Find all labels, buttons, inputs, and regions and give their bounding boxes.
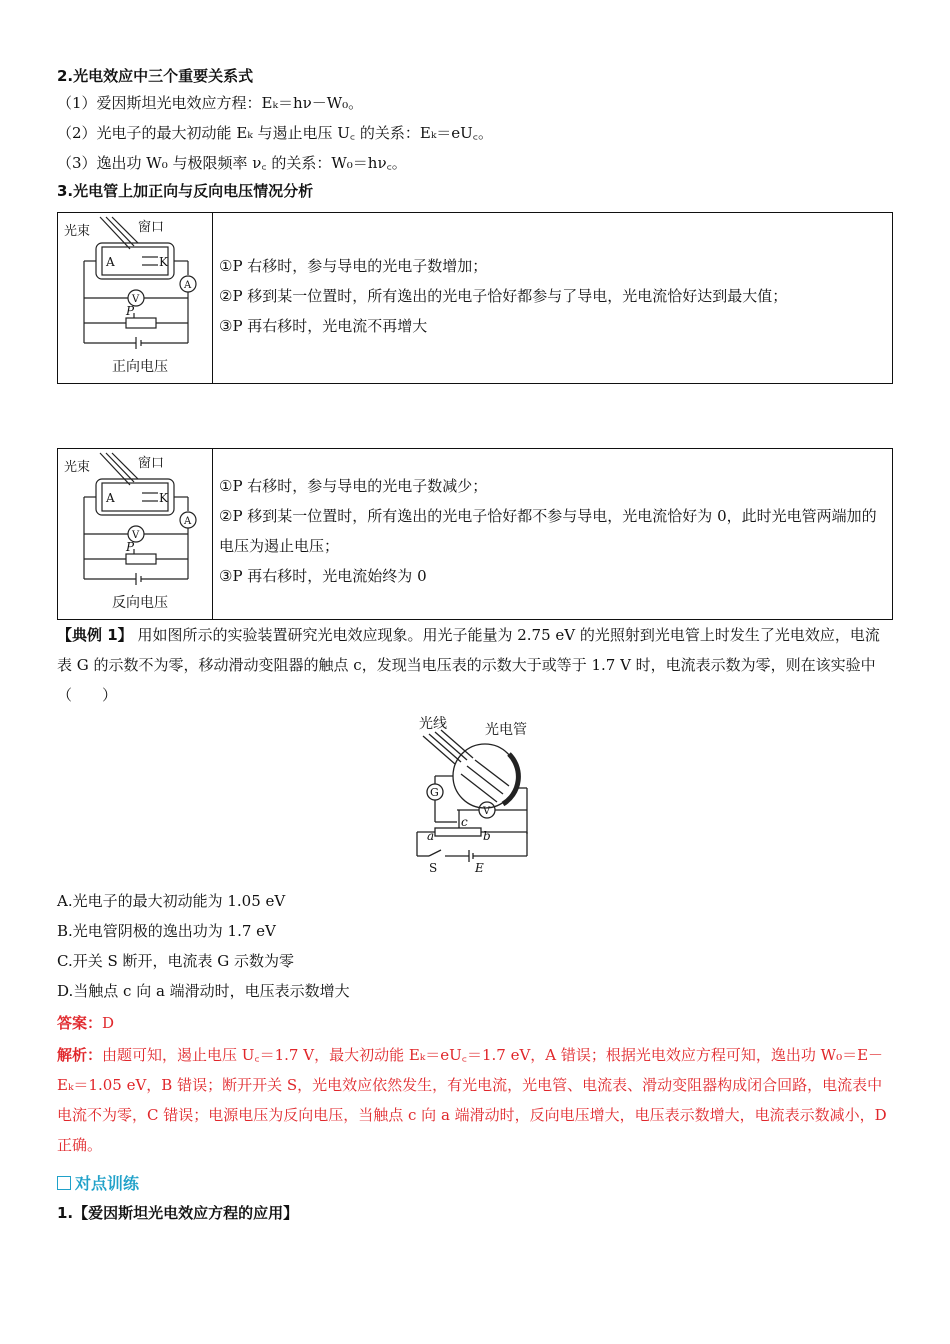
analysis <box>57 1040 893 1160</box>
fig-light-label: 光线 <box>419 716 447 732</box>
training-question-1: 1.【爱因斯坦光电效应方程的应用】 <box>57 1204 299 1222</box>
reverse-caption: 反向电压 <box>112 595 168 611</box>
training-title: 对点训练 <box>75 1174 140 1193</box>
fig-beam-label: 光束 <box>64 460 91 475</box>
relation-1: （1）爱因斯坦光电效应方程：Eₖ＝hν－W₀。 <box>57 94 364 112</box>
training-section <box>57 1170 893 1198</box>
analysis-label: 解析： <box>57 1046 103 1064</box>
option-a: A.光电子的最大初动能为 1.05 eV <box>57 892 286 910</box>
analysis-text: 由题可知，遏止电压 U꜀＝1.7 V，最大初动能 Eₖ＝eU꜀＝1.7 eV，A 错误；根据光电效应方程可知，逸出功 W₀＝E－Eₖ＝1.05 eV，B 错误；断开开关 S，光电效应依然发生，有光电流，光电管、电流表、滑动变阻器构成闭合回路，电流表中电流不为零，C 错误；电源电压为反向电压，当触点 c 向 a 端滑动时，反向电压增大，电压表示数增大，电流表示数减小，D 正确。 <box>57 1046 887 1154</box>
answer-value: D <box>102 1014 115 1032</box>
relation-2: （2）光电子的最大初动能 Eₖ 与遏止电压 U꜀ 的关系：Eₖ＝eU꜀。 <box>57 124 494 142</box>
fig-slider-label: P <box>126 304 135 318</box>
fig-tube-label: 光电管 <box>485 722 527 738</box>
forward-line-3: ③P 再右移时，光电流不再增大 <box>219 317 428 335</box>
fig-ammeter-label: A <box>184 516 192 527</box>
forward-voltage-table <box>57 212 893 384</box>
forward-circuit-figure <box>58 213 213 383</box>
example-stem <box>57 620 893 710</box>
fig-source-label: E <box>475 861 484 875</box>
reverse-line-3: ③P 再右移时，光电流始终为 0 <box>219 567 427 585</box>
option-c: C.开关 S 断开，电流表 G 示数为零 <box>57 952 295 970</box>
reverse-voltage-table <box>57 448 893 620</box>
example-figure <box>57 716 893 878</box>
checkbox-icon <box>57 1176 71 1190</box>
fig-window-label: 窗口 <box>138 220 165 235</box>
option-list <box>57 886 893 1006</box>
forward-analysis <box>213 213 793 383</box>
fig-beam-label: 光束 <box>64 224 91 239</box>
example-label: 【典例 1】 <box>57 626 133 644</box>
fig-voltmeter-label: V <box>483 806 491 817</box>
answer-label: 答案： <box>57 1014 103 1032</box>
page <box>57 56 893 1228</box>
fig-voltmeter-label: V <box>132 530 140 541</box>
fig-window-label: 窗口 <box>138 456 165 471</box>
fig-voltmeter-label: V <box>132 294 140 305</box>
reverse-circuit-figure <box>58 449 213 619</box>
fig-c-label: c <box>461 815 468 829</box>
forward-caption: 正向电压 <box>112 359 168 375</box>
option-b: B.光电管阴极的逸出功为 1.7 eV <box>57 922 276 940</box>
reverse-line-1: ①P 右移时，参与导电的光电子数减少； <box>219 477 488 495</box>
section3-heading: 3.光电管上加正向与反向电压情况分析 <box>57 182 314 200</box>
fig-cathode-label: K <box>159 491 168 505</box>
section2-heading: 2.光电效应中三个重要关系式 <box>57 67 254 85</box>
relation-3: （3）逸出功 W₀ 与极限频率 ν꜀ 的关系：W₀＝hν꜀。 <box>57 154 407 172</box>
fig-b-label: b <box>483 829 491 843</box>
fig-cathode-label: K <box>159 255 168 269</box>
fig-a-label: a <box>427 829 435 843</box>
forward-line-2: ②P 移到某一位置时，所有逸出的光电子恰好都参与了导电，光电流恰好达到最大值； <box>219 287 788 305</box>
fig-galvanometer-label: G <box>430 786 439 799</box>
fig-slider-label: P <box>126 540 135 554</box>
forward-line-1: ①P 右移时，参与导电的光电子数增加； <box>219 257 488 275</box>
reverse-analysis <box>213 449 892 619</box>
fig-anode-label: A <box>106 491 115 505</box>
example-question: 用如图所示的实验装置研究光电效应现象。用光子能量为 2.75 eV 的光照射到光电管上时发生了光电效应，电流表 G 的示数不为零，移动滑动变阻器的触点 c，发现当电压表的示数大于或等于 1.7 V 时，电流表示数为零，则在该实验中（ ） <box>57 626 880 704</box>
fig-anode-label: A <box>106 255 115 269</box>
option-d: D.当触点 c 向 a 端滑动时，电压表示数增大 <box>57 982 350 1000</box>
answer <box>57 1008 893 1038</box>
fig-ammeter-label: A <box>184 280 192 291</box>
fig-switch-label: S <box>429 861 438 875</box>
reverse-line-2: ②P 移到某一位置时，所有逸出的光电子恰好都不参与导电，光电流恰好为 0，此时光电管两端加的电压为遏止电压； <box>219 507 877 555</box>
